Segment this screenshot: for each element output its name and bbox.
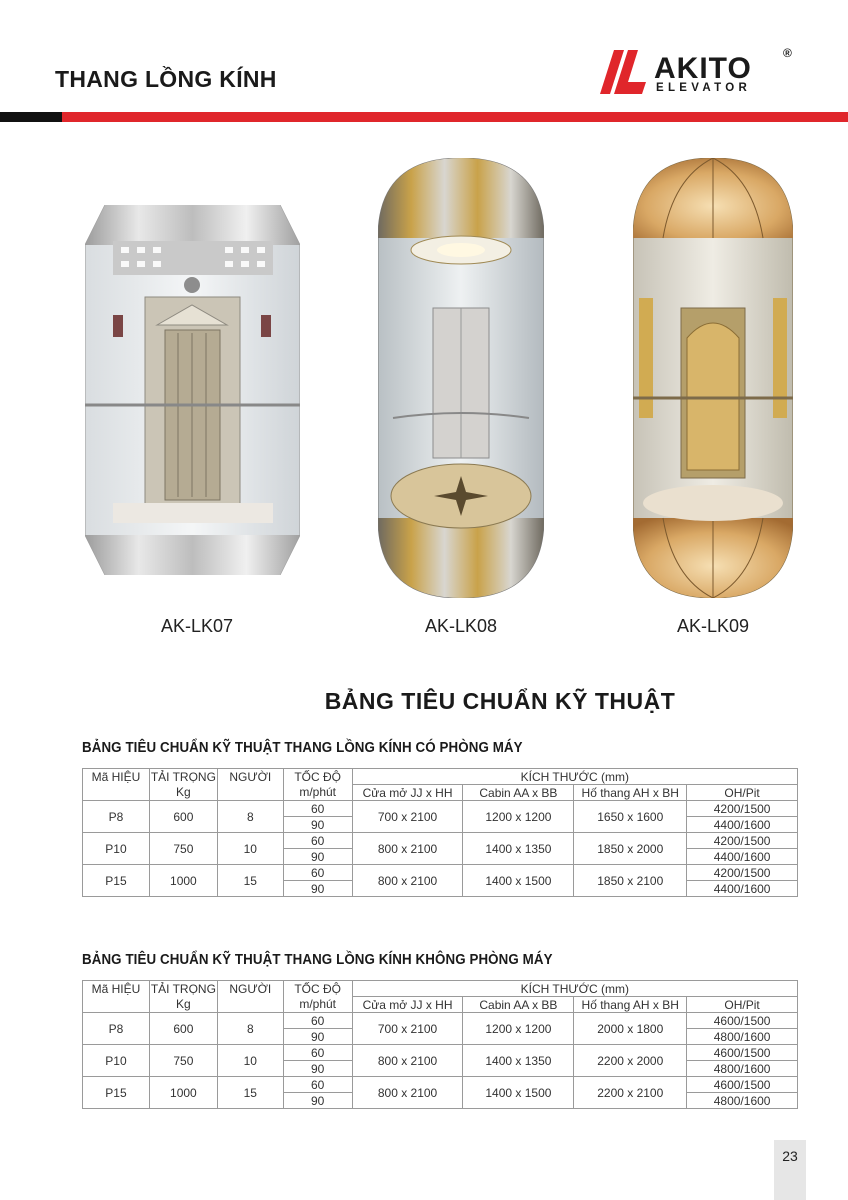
header-speed-unit: m/phút — [283, 997, 352, 1013]
cell-persons: 15 — [217, 1077, 283, 1109]
header-shaft: Hố thang AH x BH — [574, 785, 687, 801]
header-persons: NGƯỜI — [217, 981, 283, 997]
cell-ohpit: 4600/1500 — [687, 1045, 798, 1061]
cell-speed: 90 — [283, 817, 352, 833]
registered-mark: ® — [783, 46, 792, 60]
logo-subtitle: ELEVATOR — [656, 82, 752, 94]
cell-speed: 90 — [283, 1093, 352, 1109]
page-title: THANG LỒNG KÍNH — [55, 66, 277, 92]
header-load: TẢI TRỌNG — [150, 769, 216, 784]
model-label-ak-lk08: AK-LK08 — [424, 616, 498, 636]
spec-table-machine-roomless — [82, 980, 798, 1109]
cell-load: 600 — [149, 801, 217, 833]
cell-shaft: 1850 x 2000 — [574, 833, 687, 865]
cell-cabin: 1200 x 1200 — [463, 801, 574, 833]
header-cabin: Cabin AA x BB — [463, 785, 574, 801]
table-header-row — [83, 981, 798, 997]
header-ohpit: OH/Pit — [687, 785, 798, 801]
cell-ohpit: 4600/1500 — [687, 1077, 798, 1093]
cell-speed: 90 — [283, 849, 352, 865]
cell-ohpit: 4200/1500 — [687, 801, 798, 817]
cell-ohpit: 4200/1500 — [687, 865, 798, 881]
header-load: TẢI TRỌNG — [150, 981, 216, 996]
header-speed: TỐC ĐỘ — [283, 981, 352, 997]
table-row — [83, 865, 798, 881]
header-load-unit: Kg — [149, 785, 217, 801]
cell-speed: 60 — [283, 1013, 352, 1029]
spec-main-heading: BẢNG TIÊU CHUẨN KỸ THUẬT — [324, 688, 676, 714]
cell-ohpit: 4600/1500 — [687, 1013, 798, 1029]
cell-model: P15 — [83, 865, 150, 897]
header-dimensions: KÍCH THƯỚC (mm) — [352, 769, 797, 785]
cell-door: 800 x 2100 — [352, 833, 463, 865]
cell-load: 1000 — [149, 1077, 217, 1109]
cell-door: 800 x 2100 — [352, 1077, 463, 1109]
cell-ohpit: 4400/1600 — [687, 881, 798, 897]
cell-load: 600 — [149, 1013, 217, 1045]
cell-speed: 60 — [283, 801, 352, 817]
cell-door: 700 x 2100 — [352, 801, 463, 833]
cell-speed: 90 — [283, 1061, 352, 1077]
cell-door: 800 x 2100 — [352, 1045, 463, 1077]
cell-ohpit: 4200/1500 — [687, 833, 798, 849]
cell-model: P15 — [83, 1077, 150, 1109]
header-door: Cửa mở JJ x HH — [352, 997, 463, 1013]
table-row — [83, 833, 798, 849]
table-row — [83, 1013, 798, 1029]
model-label-ak-lk09: AK-LK09 — [676, 616, 750, 636]
table-heading-machine-room: BẢNG TIÊU CHUẨN KỸ THUẬT THANG LỒNG KÍNH CÓ PHÒNG MÁY — [82, 740, 523, 756]
cell-ohpit: 4800/1600 — [687, 1093, 798, 1109]
cell-cabin: 1400 x 1500 — [463, 1077, 574, 1109]
header-model: Mã HIỆU — [83, 981, 150, 997]
cell-model: P8 — [83, 801, 150, 833]
table-row — [83, 1077, 798, 1093]
cell-speed: 90 — [283, 1029, 352, 1045]
page-number: 23 — [782, 1148, 798, 1164]
header-rule-red — [62, 112, 848, 122]
cell-model: P8 — [83, 1013, 150, 1045]
cell-speed: 60 — [283, 1077, 352, 1093]
cell-load: 750 — [149, 1045, 217, 1077]
cell-persons: 8 — [217, 1013, 283, 1045]
header-rule-black — [0, 112, 62, 122]
cell-load: 750 — [149, 833, 217, 865]
header-persons: NGƯỜI — [217, 769, 283, 785]
cell-cabin: 1200 x 1200 — [463, 1013, 574, 1045]
cell-cabin: 1400 x 1350 — [463, 833, 574, 865]
cell-shaft: 2200 x 2000 — [574, 1045, 687, 1077]
header-model: Mã HIỆU — [83, 769, 150, 785]
cell-door: 700 x 2100 — [352, 1013, 463, 1045]
cell-persons: 8 — [217, 801, 283, 833]
cell-ohpit: 4400/1600 — [687, 817, 798, 833]
header-load-unit: Kg — [149, 997, 217, 1013]
cell-cabin: 1400 x 1350 — [463, 1045, 574, 1077]
cell-speed: 90 — [283, 881, 352, 897]
header-ohpit: OH/Pit — [687, 997, 798, 1013]
cell-model: P10 — [83, 1045, 150, 1077]
logo-wordmark: AKITO — [654, 52, 752, 85]
cell-ohpit: 4800/1600 — [687, 1029, 798, 1045]
table-heading-machine-roomless: BẢNG TIÊU CHUẨN KỸ THUẬT THANG LỒNG KÍNH KHÔNG PHÒNG MÁY — [82, 952, 553, 968]
table-row — [83, 801, 798, 817]
cell-cabin: 1400 x 1500 — [463, 865, 574, 897]
cell-persons: 10 — [217, 833, 283, 865]
spec-table-machine-room — [82, 768, 798, 897]
cell-shaft: 2000 x 1800 — [574, 1013, 687, 1045]
table-subheader-row — [83, 997, 798, 1013]
cabin-image-ak-lk08 — [378, 158, 544, 598]
header-door: Cửa mở JJ x HH — [352, 785, 463, 801]
cell-shaft: 1850 x 2100 — [574, 865, 687, 897]
cell-persons: 10 — [217, 1045, 283, 1077]
header-shaft: Hố thang AH x BH — [574, 997, 687, 1013]
table-row — [83, 1045, 798, 1061]
table-subheader-row — [83, 785, 798, 801]
cabin-image-ak-lk09 — [633, 158, 793, 598]
cell-door: 800 x 2100 — [352, 865, 463, 897]
table-header-row — [83, 769, 798, 785]
header-dimensions: KÍCH THƯỚC (mm) — [352, 981, 797, 997]
header-speed: TỐC ĐỘ — [283, 769, 352, 785]
page-number-tab — [774, 1140, 806, 1200]
cell-speed: 60 — [283, 1045, 352, 1061]
cell-load: 1000 — [149, 865, 217, 897]
cell-persons: 15 — [217, 865, 283, 897]
cell-model: P10 — [83, 833, 150, 865]
header-speed-unit: m/phút — [283, 785, 352, 801]
cell-speed: 60 — [283, 865, 352, 881]
brand-logo — [600, 46, 800, 102]
cell-shaft: 2200 x 2100 — [574, 1077, 687, 1109]
cell-speed: 60 — [283, 833, 352, 849]
header-cabin: Cabin AA x BB — [463, 997, 574, 1013]
cabin-image-ak-lk07 — [85, 205, 300, 575]
cell-shaft: 1650 x 1600 — [574, 801, 687, 833]
cell-ohpit: 4400/1600 — [687, 849, 798, 865]
akito-logo-icon — [600, 50, 652, 96]
cell-ohpit: 4800/1600 — [687, 1061, 798, 1077]
model-label-ak-lk07: AK-LK07 — [160, 616, 234, 636]
